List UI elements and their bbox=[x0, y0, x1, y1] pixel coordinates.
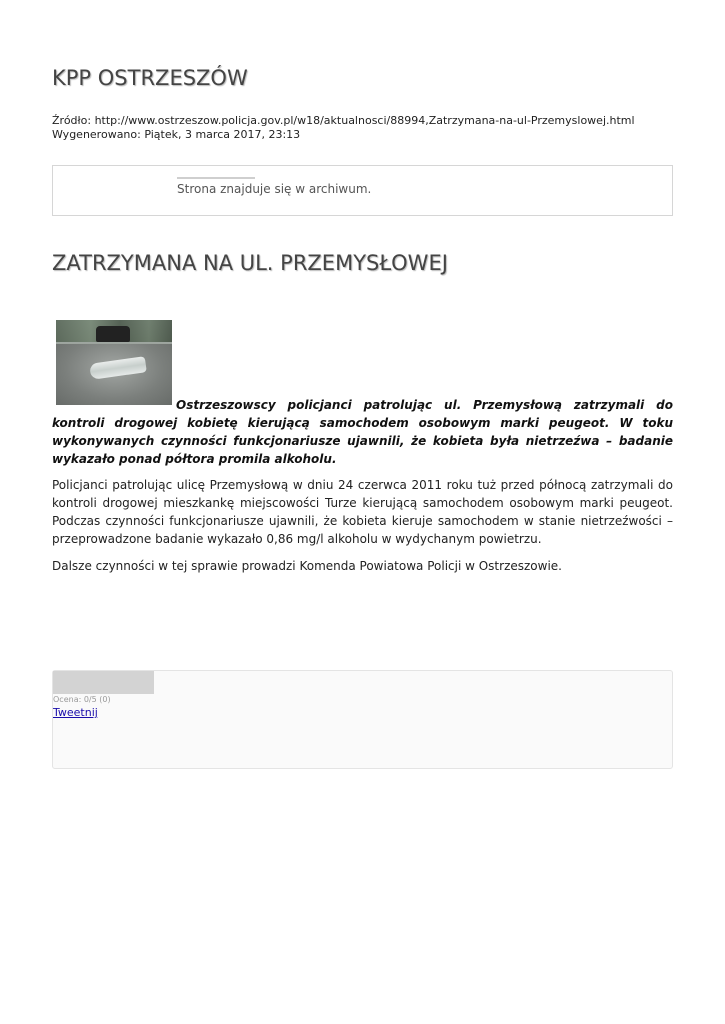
source-url: Źródło: http://www.ostrzeszow.policja.gov.pl/w18/aktualnosci/88994,Zatrzymana-na-ul-Przemyslowej.html bbox=[52, 114, 635, 127]
article-lead-text: Ostrzeszowscy policjanci patrolując ul. Przemysłową zatrzymali do kontroli drogowej kobietę kierującą samochodem osobowym marki peugeot. W toku wykonywanych czynności funkcjonariusze ujawnili, że kobieta była nietrzeźwa – badanie wykazało ponad półtora promila alkoholu. bbox=[52, 398, 673, 466]
article-lead bbox=[52, 396, 673, 468]
archive-note: Strona znajduje się w archiwum. bbox=[177, 182, 372, 196]
article-paragraph-2: Dalsze czynności w tej sprawie prowadzi Komenda Powiatowa Policji w Ostrzeszowie. bbox=[52, 559, 562, 573]
rating-stars-bar[interactable] bbox=[53, 671, 154, 694]
archive-notice-box bbox=[52, 165, 673, 216]
site-title: KPP OSTRZESZÓW bbox=[52, 66, 248, 90]
article-title: ZATRZYMANA NA UL. PRZEMYSŁOWEJ bbox=[52, 251, 448, 275]
tweet-link[interactable]: Tweetnij bbox=[53, 706, 98, 719]
article-paragraph-1: Policjanci patrolując ulicę Przemysłową w dniu 24 czerwca 2011 roku tuż przed północą zatrzymali do kontroli drogowej mieszkankę miejscowości Turze kierującą samochodem osobowym marki peugeot. Podczas czynności funkcjonariusze ujawnili, że kobieta kieruje samochodem w stanie nietrzeźwości – przeprowadzone badanie wykazało 0,86 mg/l alkoholu w wydychanym powietrzu. bbox=[52, 478, 673, 546]
rating-panel bbox=[52, 670, 673, 769]
article-photo bbox=[56, 320, 172, 405]
rating-label: Ocena: 0/5 (0) bbox=[53, 695, 111, 704]
document-meta bbox=[52, 114, 635, 142]
generated-date: Wygenerowano: Piątek, 3 marca 2017, 23:13 bbox=[52, 128, 301, 141]
archive-divider bbox=[177, 177, 255, 179]
